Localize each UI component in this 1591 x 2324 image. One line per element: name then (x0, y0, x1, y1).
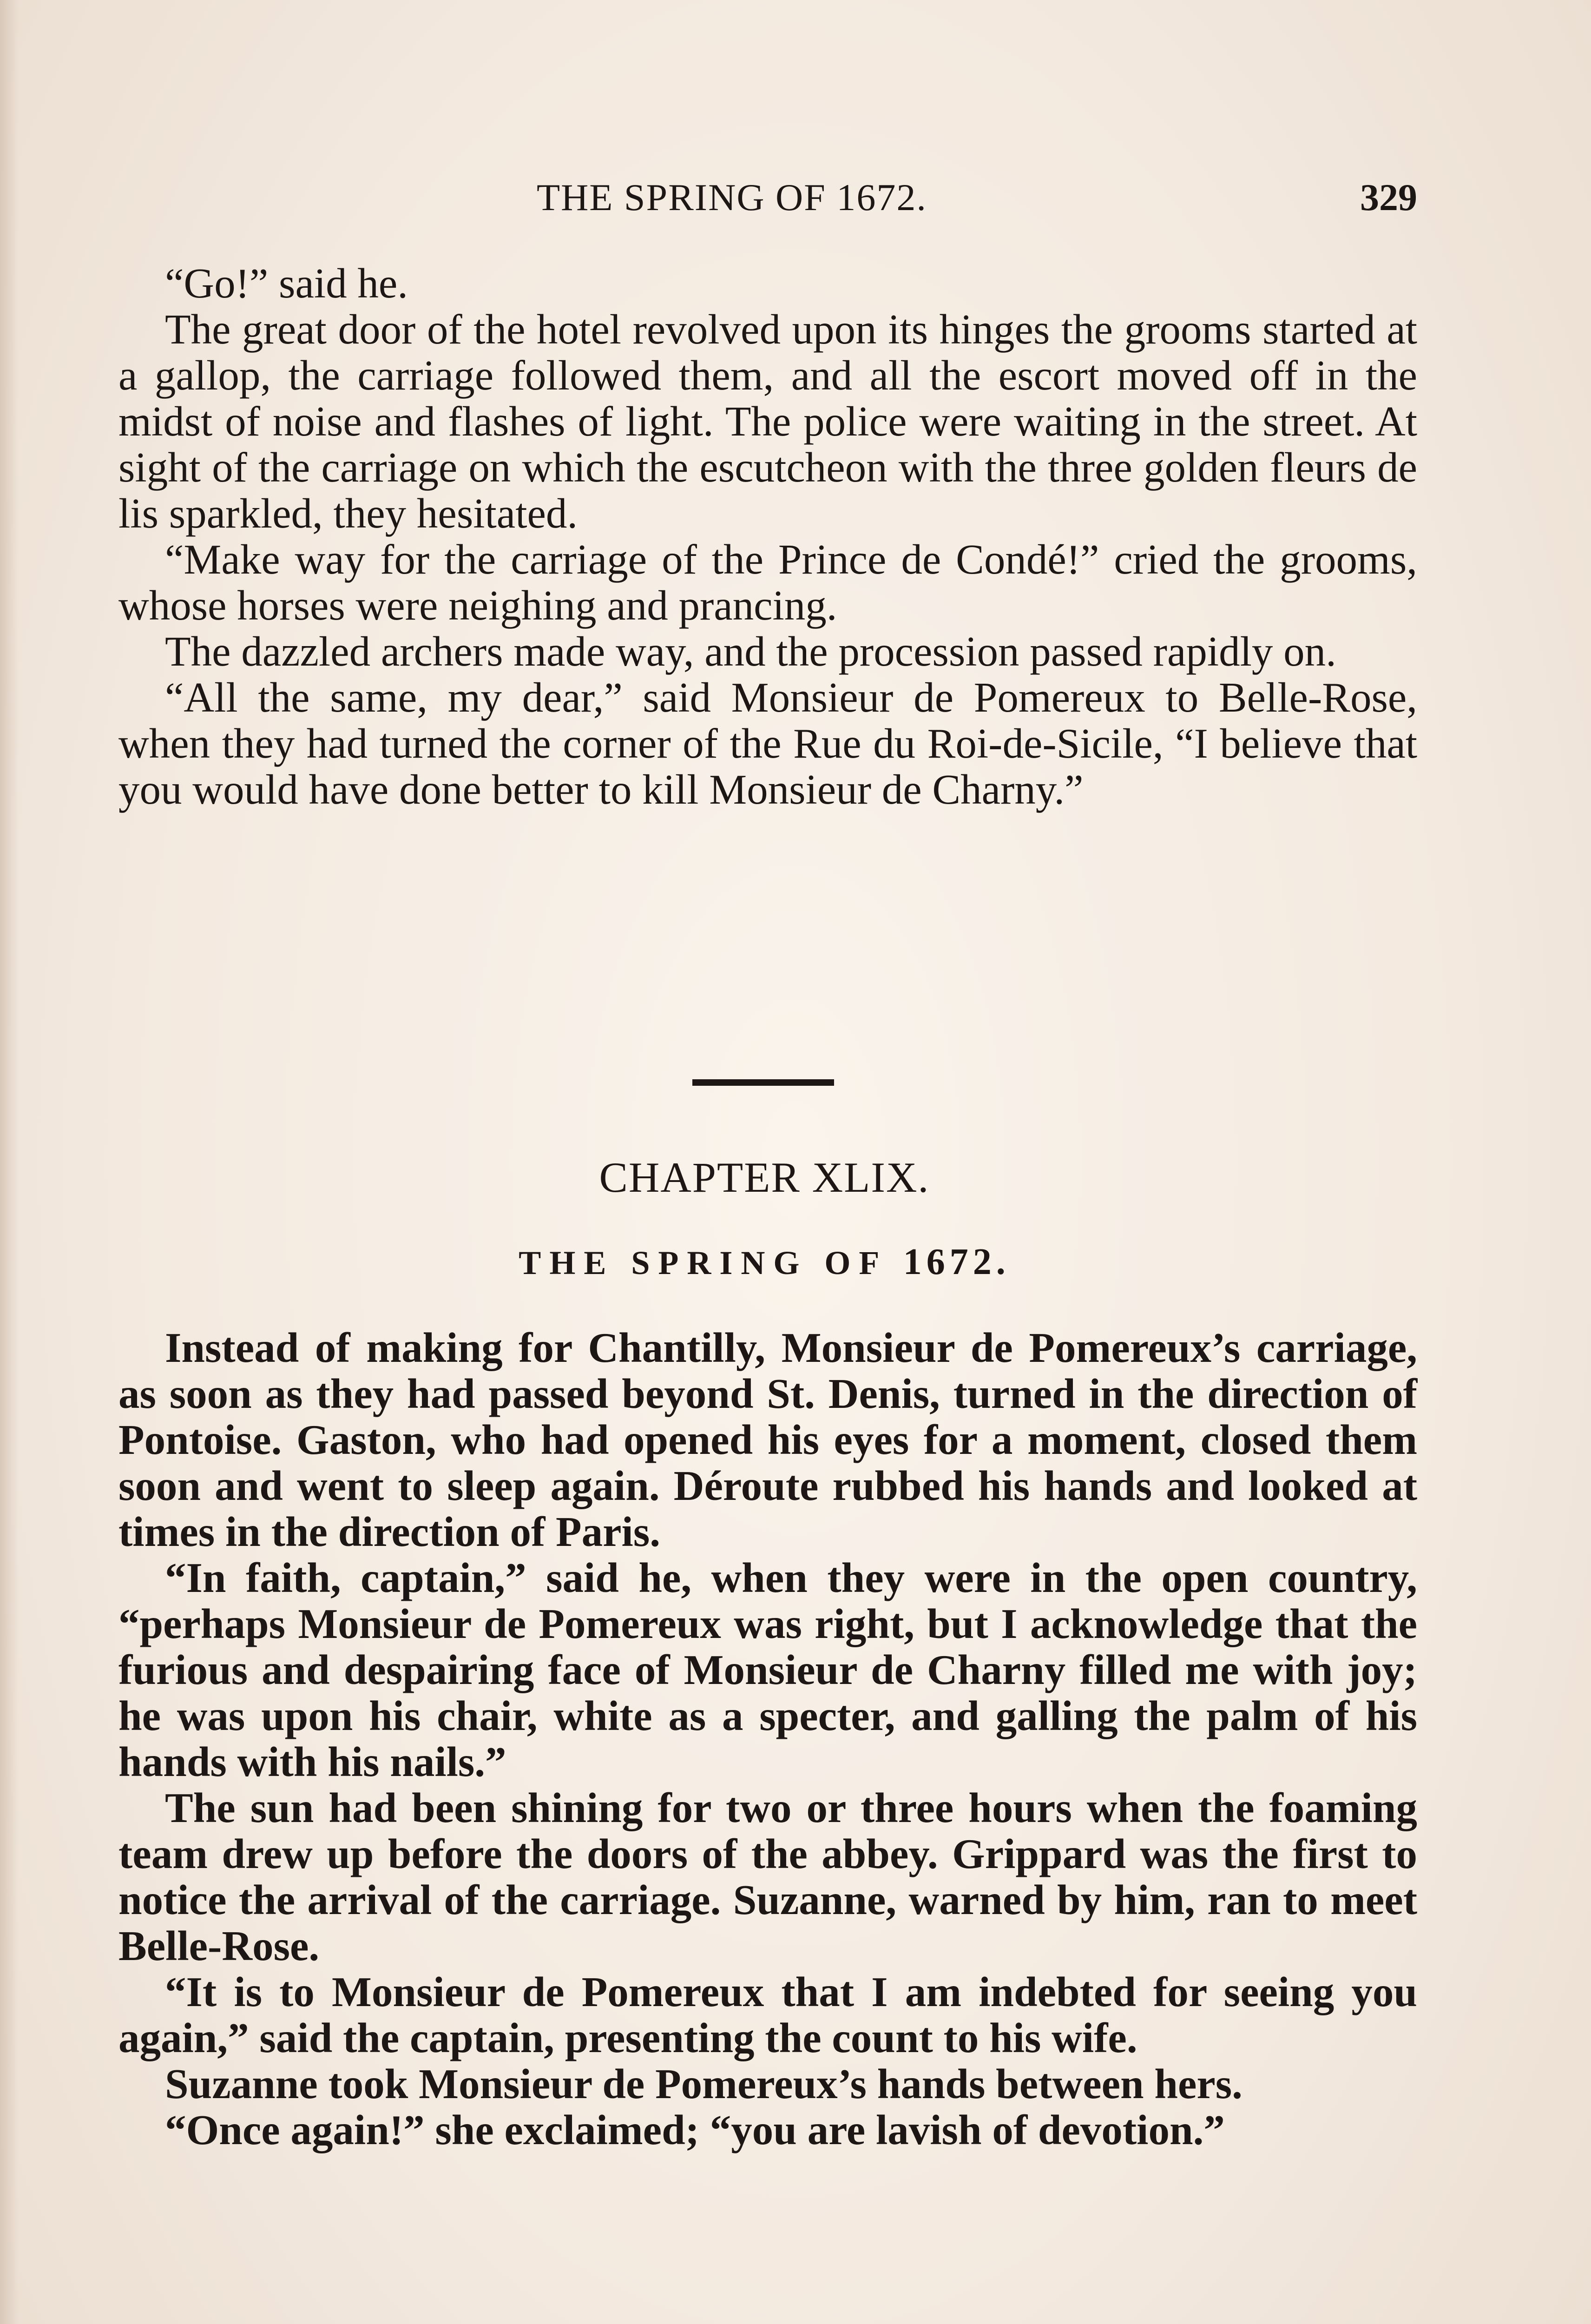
paragraph: Suzanne took Monsieur de Pomereux’s hands between hers. (165, 2060, 1243, 2107)
paragraph: “Once again!” she exclaimed; “you are lavish of devotion.” (165, 2106, 1225, 2153)
chapter-text-block (118, 1325, 1417, 2153)
chapter-subtitle-year: 1672. (903, 1241, 1010, 1282)
paragraph: The dazzled archers made way, and the procession passed rapidly on. (165, 628, 1336, 675)
paragraph: The great door of the hotel revolved upon its hinges the grooms started at a gallop, the carriage followed them, and all the escort moved off in the midst of noise and flashes of light. The police were waiting in the street. At sight of the carriage on which the escutcheon with the three golden fleurs de lis sparkled, they hesitated. (118, 306, 1417, 537)
chapter-title: CHAPTER XLIX. (599, 1154, 930, 1201)
chapter-subtitle-words: THE SPRING OF (519, 1244, 887, 1281)
paragraph: “It is to Monsieur de Pomereux that I am indebted for seeing you again,” said the captain, presenting the count to his wife. (118, 1968, 1417, 2061)
section-divider-rule (692, 1079, 834, 1086)
running-head: THE SPRING OF 1672. (537, 176, 927, 218)
paragraph: “Make way for the carriage of the Prince de Condé!” cried the grooms, whose horses were neighing and prancing. (118, 536, 1417, 629)
chapter-subtitle (0, 1241, 1529, 1283)
top-text-block (118, 260, 1417, 812)
paragraph: “In faith, captain,” said he, when they were in the open country, “perhaps Monsieur de Pomereux was right, but I acknowledge that the furious and despairing face of Monsieur de Charny filled me with joy; he was upon his chair, white as a specter, and galling the palm of his hands with his nails.” (118, 1554, 1417, 1785)
paragraph: “All the same, my dear,” said Monsieur de Pomereux to Belle-Rose, when they had turned the corner of the Rue du Roi-de-Sicile, “I believe that you would have done better to kill Monsieur de Charny.” (118, 674, 1417, 813)
paragraph: The sun had been shining for two or three hours when the foaming team drew up before the doors of the abbey. Grippard was the first to notice the arrival of the carriage. Suzanne, warned by him, ran to meet Belle-Rose. (118, 1784, 1417, 1969)
page-number: 329 (1360, 176, 1417, 218)
paragraph: Instead of making for Chantilly, Monsieur de Pomereux’s carriage, as soon as they had passed beyond St. Denis, turned in the direction of Pontoise. Gaston, who had opened his eyes for a moment, closed them soon and went to sleep again. Déroute rubbed his hands and looked at times in the direction of Paris. (118, 1324, 1417, 1555)
paragraph: “Go!” said he. (165, 260, 408, 307)
page-header (118, 176, 1417, 231)
